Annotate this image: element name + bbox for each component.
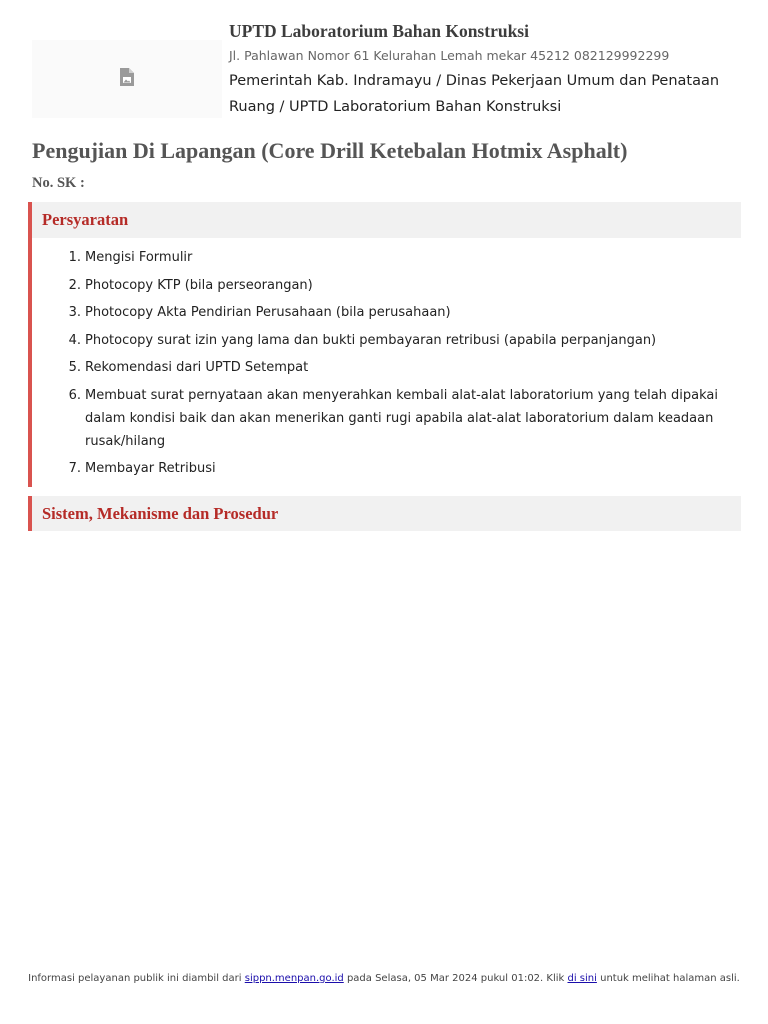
source-link[interactable]: sippn.menpan.go.id — [244, 973, 344, 984]
org-breadcrumb: Pemerintah Kab. Indramayu / Dinas Pekerjaan Umum dan Penataan Ruang / UPTD Laboratorium Bahan Konstruksi — [229, 73, 720, 115]
list-item-text: Membuat surat pernyataan akan menyerahkan kembali alat-alat laboratorium yang telah dipakai dalam kondisi baik dan akan menerikan ganti rugi apabila alat-alat laboratorium dalam keadaan rusak/hilang — [85, 387, 719, 449]
list-item-text: Photocopy KTP (bila perseorangan) — [85, 277, 313, 293]
logo-placeholder — [32, 40, 222, 118]
list-item — [62, 246, 722, 269]
page-title: Pengujian Di Lapangan (Core Drill Ketebalan Hotmix Asphalt) — [32, 138, 628, 163]
list-item — [62, 384, 722, 453]
list-item-number: 5. — [68, 360, 81, 375]
original-page-link[interactable]: di sini — [567, 973, 597, 984]
list-item-number: 2. — [68, 277, 81, 293]
section-persyaratan — [28, 202, 741, 487]
footer-suffix: untuk melihat halaman asli. — [600, 973, 740, 984]
footer-middle: pada Selasa, 05 Mar 2024 pukul 01:02. Klik — [346, 973, 565, 984]
list-item-number: 6. — [68, 387, 81, 403]
list-item — [62, 329, 722, 352]
list-item-text: Photocopy Akta Pendirian Perusahaan (bila perusahaan) — [85, 305, 451, 320]
section-prosedur — [28, 496, 741, 531]
page-header — [32, 14, 737, 124]
footer-note — [0, 973, 768, 984]
section-title-prosedur: Sistem, Mekanisme dan Prosedur — [32, 496, 741, 531]
list-item — [62, 457, 722, 480]
section-title-persyaratan: Persyaratan — [32, 202, 741, 238]
list-item — [62, 356, 722, 379]
list-item — [62, 274, 722, 297]
list-item-number: 3. — [68, 305, 81, 320]
list-item-text: Membayar Retribusi — [85, 461, 216, 476]
list-item-text: Mengisi Formulir — [85, 250, 193, 265]
list-item-text: Photocopy surat izin yang lama dan bukti pembayaran retribusi (apabila perpanjangan) — [85, 332, 657, 348]
org-address: Jl. Pahlawan Nomor 61 Kelurahan Lemah mekar 45212 082129992299 — [229, 48, 670, 63]
requirements-list — [62, 246, 722, 485]
list-item-number: 1. — [68, 250, 81, 265]
list-item-number: 7. — [68, 461, 81, 476]
sk-number-label: No. SK : — [32, 175, 85, 191]
org-info — [229, 20, 737, 120]
org-name: UPTD Laboratorium Bahan Konstruksi — [229, 21, 529, 41]
list-item-number: 4. — [68, 332, 81, 348]
list-item-text: Rekomendasi dari UPTD Setempat — [85, 360, 309, 375]
list-item — [62, 301, 722, 324]
footer-prefix: Informasi pelayanan publik ini diambil dari — [28, 973, 242, 984]
image-file-icon — [119, 67, 135, 91]
